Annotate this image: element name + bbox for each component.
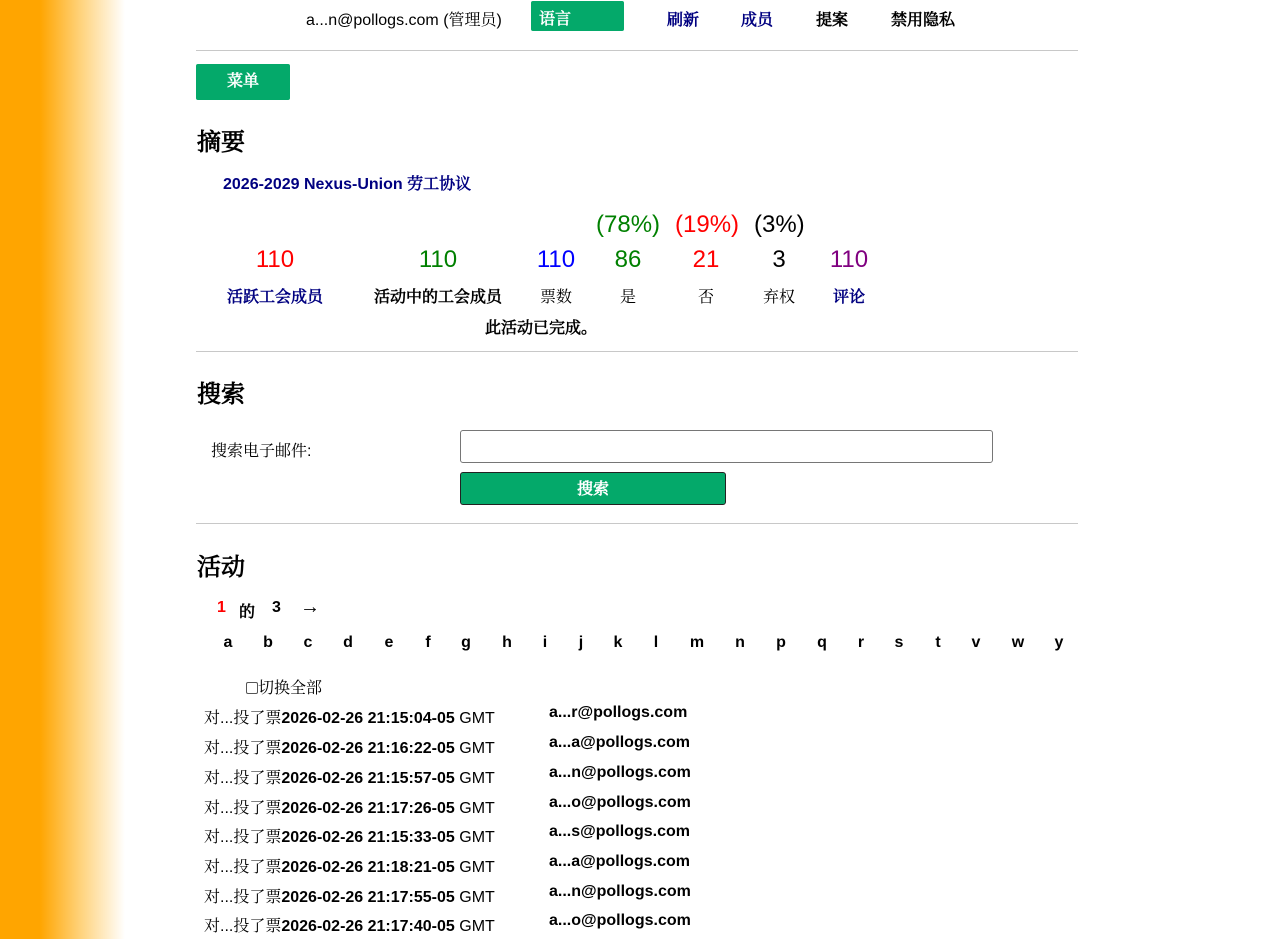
- activity-text: [204, 765, 495, 788]
- activity-tz: GMT: [454, 710, 495, 727]
- menu-button[interactable]: 菜单: [196, 64, 290, 100]
- search-heading: 搜索: [197, 381, 245, 408]
- comments-count: 110: [829, 246, 869, 273]
- activity-tz: GMT: [454, 918, 495, 935]
- no-label: 否: [697, 289, 714, 306]
- letter-filter-w[interactable]: w: [1011, 634, 1025, 651]
- activity-tz: GMT: [454, 740, 495, 757]
- toggle-all-checkbox[interactable]: [246, 682, 258, 694]
- activity-time: 2026-02-26 21:17:55-05: [281, 889, 455, 906]
- letter-filter-f[interactable]: f: [425, 634, 431, 651]
- active-members-link[interactable]: 活跃工会成员: [226, 289, 323, 306]
- activity-tz: GMT: [454, 859, 495, 876]
- activity-text: [204, 884, 495, 907]
- toggle-all-label: 切换全部: [258, 680, 323, 697]
- abstain-label: 弃权: [762, 289, 795, 306]
- letter-filter-g[interactable]: g: [461, 634, 471, 651]
- activity-email[interactable]: a...n@pollogs.com: [549, 883, 691, 900]
- letter-filter-q[interactable]: q: [817, 634, 827, 651]
- active-union-members-label: 活动中的工会成员: [373, 289, 502, 306]
- letter-filter-j[interactable]: j: [578, 634, 584, 651]
- members-link[interactable]: 成员: [741, 12, 774, 29]
- search-button[interactable]: 搜索: [460, 472, 726, 505]
- letter-filter-a[interactable]: a: [223, 634, 233, 651]
- activity-tz: GMT: [454, 889, 495, 906]
- letter-filter-b[interactable]: b: [263, 634, 273, 651]
- summary-heading: 摘要: [197, 129, 245, 156]
- activity-text: [204, 854, 495, 877]
- letter-filter-d[interactable]: d: [343, 634, 353, 651]
- activity-prefix: 对...投了票: [204, 740, 282, 757]
- activity-email[interactable]: a...a@pollogs.com: [549, 734, 690, 751]
- activity-row: [204, 765, 804, 789]
- activity-time: 2026-02-26 21:18:21-05: [281, 859, 455, 876]
- letter-filter-y[interactable]: y: [1054, 634, 1064, 651]
- activity-time: 2026-02-26 21:17:40-05: [281, 918, 455, 935]
- proposals-link[interactable]: 提案: [816, 12, 849, 29]
- divider: [196, 523, 1078, 524]
- activity-prefix: 对...投了票: [204, 710, 282, 727]
- current-page: 1: [217, 599, 226, 616]
- activity-time: 2026-02-26 21:17:26-05: [281, 800, 455, 817]
- disable-privacy-link[interactable]: 禁用隐私: [891, 12, 956, 29]
- activity-text: [204, 705, 495, 728]
- yes-count: 86: [614, 246, 642, 273]
- activity-email[interactable]: a...o@pollogs.com: [549, 912, 691, 929]
- activity-row: [204, 854, 804, 878]
- letter-filter-h[interactable]: h: [502, 634, 512, 651]
- activity-time: 2026-02-26 21:15:04-05: [281, 710, 455, 727]
- activity-prefix: 对...投了票: [204, 918, 282, 935]
- activity-tz: GMT: [454, 800, 495, 817]
- activity-email[interactable]: a...n@pollogs.com: [549, 764, 691, 781]
- completed-notice: 此活动已完成。: [485, 320, 598, 337]
- activity-row: [204, 735, 804, 759]
- activity-time: 2026-02-26 21:15:57-05: [281, 770, 455, 787]
- letter-filter-i[interactable]: i: [542, 634, 548, 651]
- letter-filter-l[interactable]: l: [653, 634, 659, 651]
- divider: [196, 351, 1078, 352]
- letter-filter-n[interactable]: n: [735, 634, 745, 651]
- toggle-all[interactable]: [246, 675, 322, 698]
- yes-percent: (78%): [596, 211, 661, 238]
- divider: [196, 50, 1078, 51]
- abstain-count: 3: [772, 246, 786, 273]
- activity-tz: GMT: [454, 829, 495, 846]
- current-user: a...n@pollogs.com (管理员): [306, 12, 502, 29]
- letter-filter-k[interactable]: k: [613, 634, 623, 651]
- activity-row: [204, 884, 804, 908]
- activity-time: 2026-02-26 21:15:33-05: [281, 829, 455, 846]
- no-percent: (19%): [675, 211, 740, 238]
- activity-text: [204, 735, 495, 758]
- active-union-members-count: 110: [418, 246, 458, 273]
- activity-email[interactable]: a...a@pollogs.com: [549, 853, 690, 870]
- abstain-percent: (3%): [754, 211, 805, 238]
- pagination-of: 的: [239, 604, 256, 621]
- letter-filter-p[interactable]: p: [776, 634, 786, 651]
- active-members-count: 110: [255, 246, 295, 273]
- refresh-link[interactable]: 刷新: [667, 12, 700, 29]
- letter-filter-e[interactable]: e: [384, 634, 394, 651]
- activity-prefix: 对...投了票: [204, 829, 282, 846]
- comments-link[interactable]: 评论: [832, 289, 865, 306]
- activity-row: [204, 824, 804, 848]
- activity-row: [204, 795, 804, 819]
- activity-email[interactable]: a...o@pollogs.com: [549, 794, 691, 811]
- activity-text: [204, 824, 495, 847]
- activity-time: 2026-02-26 21:16:22-05: [281, 740, 455, 757]
- activity-email[interactable]: a...r@pollogs.com: [549, 704, 688, 721]
- letter-filter-r[interactable]: r: [857, 634, 865, 651]
- activity-prefix: 对...投了票: [204, 770, 282, 787]
- activity-row: [204, 913, 804, 937]
- letter-filter-v[interactable]: v: [971, 634, 981, 651]
- letter-filter-s[interactable]: s: [894, 634, 904, 651]
- activity-text: [204, 795, 495, 818]
- activity-email[interactable]: a...s@pollogs.com: [549, 823, 690, 840]
- letter-filter-m[interactable]: m: [689, 634, 705, 651]
- next-page-arrow-icon[interactable]: →: [300, 596, 320, 618]
- activity-row: [204, 705, 804, 729]
- letter-filter-t[interactable]: t: [935, 634, 941, 651]
- activity-prefix: 对...投了票: [204, 800, 282, 817]
- activity-text: [204, 913, 495, 936]
- activity-tz: GMT: [454, 770, 495, 787]
- yes-label: 是: [619, 289, 636, 306]
- no-count: 21: [692, 246, 720, 273]
- total-pages: 3: [272, 599, 281, 616]
- search-email-label: 搜索电子邮件:: [211, 443, 312, 460]
- language-button[interactable]: 语言: [531, 1, 624, 31]
- poll-title-link[interactable]: 2026-2029 Nexus-Union 劳工协议: [223, 176, 472, 193]
- activity-prefix: 对...投了票: [204, 859, 282, 876]
- votes-label: 票数: [539, 289, 572, 306]
- activity-heading: 活动: [197, 554, 245, 581]
- votes-count: 110: [536, 246, 576, 273]
- activity-prefix: 对...投了票: [204, 889, 282, 906]
- letter-filter-c[interactable]: c: [303, 634, 313, 651]
- search-email-input[interactable]: [460, 430, 993, 463]
